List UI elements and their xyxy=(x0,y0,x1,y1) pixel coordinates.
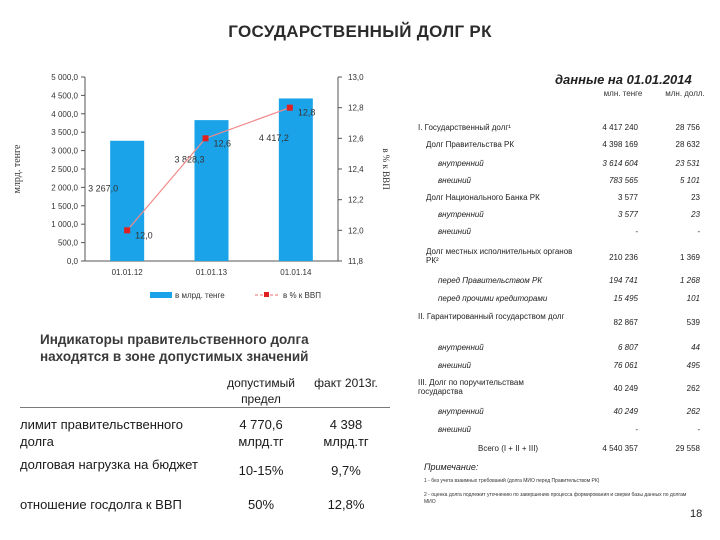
row-value-tenge: 15 495 xyxy=(613,294,638,303)
indicators-divider xyxy=(20,407,390,408)
row-value-tenge: 4 540 357 xyxy=(602,444,638,453)
left-axis xyxy=(12,73,85,266)
indicator-label: долговая нагрузка на бюджет xyxy=(20,457,198,472)
legend-label-line: в % к ВВП xyxy=(283,291,321,300)
row-label: Долг Правительства РК xyxy=(426,140,515,149)
unit-tenge: млн. тенге xyxy=(603,89,643,98)
indicator-limit: 4 770,6 млрд.тг xyxy=(238,417,284,449)
right-axis-tick-label: 12,2 xyxy=(348,195,364,205)
pct-point xyxy=(287,105,293,111)
row-label: внутренний xyxy=(438,407,484,416)
row-label: перед прочими кредиторами xyxy=(438,294,548,303)
right-axis-tick-label: 13,0 xyxy=(348,73,364,82)
row-value-tenge: 3 614 604 xyxy=(602,159,638,168)
row-value-tenge: 4 398 169 xyxy=(602,140,638,149)
right-axis-tick-label: 12,6 xyxy=(348,134,364,144)
right-axis-tick-label: 12,8 xyxy=(348,103,364,113)
left-axis-tick-label: 2 500,0 xyxy=(51,165,78,174)
right-axis-title: в % к ВВП xyxy=(381,148,391,190)
indicator-label: отношение госдолга к ВВП xyxy=(20,497,182,512)
bar-value-label: 3 828,3 xyxy=(174,154,205,165)
indicator-limit: 10-15% xyxy=(238,463,284,478)
row-label: внешний xyxy=(438,361,471,370)
legend xyxy=(150,291,321,300)
indicator-fact: 4 398 млрд.тг xyxy=(323,417,369,449)
row-value-tenge: - xyxy=(635,227,638,236)
row-value-usd: 262 xyxy=(686,407,700,416)
row-value-tenge: 783 565 xyxy=(609,176,638,185)
x-tick-label: 01.01.13 xyxy=(195,268,228,277)
row-value-usd: 495 xyxy=(686,361,700,370)
row-value-usd: 539 xyxy=(686,318,700,327)
legend-swatch-point xyxy=(264,292,269,297)
row-value-tenge: 3 577 xyxy=(617,210,638,219)
bar-value-label: 3 267,0 xyxy=(88,183,119,194)
left-axis-tick-label: 1 000,0 xyxy=(51,220,78,230)
row-value-usd: 262 xyxy=(686,384,700,393)
right-axis-tick-label: 11,8 xyxy=(348,257,363,266)
row-value-usd: 29 558 xyxy=(675,444,700,453)
row-label: внутренний xyxy=(438,159,484,168)
row-label: внешний xyxy=(438,425,471,434)
pct-value-label: 12,8 xyxy=(297,107,316,118)
right-axis-tick-label: 12,0 xyxy=(348,226,364,236)
legend-label-bars: в млрд. тенге xyxy=(175,291,225,300)
row-label: Долг местных исполнительных органов РК² xyxy=(426,247,573,265)
right-axis xyxy=(338,73,391,266)
bar xyxy=(110,141,144,261)
left-axis-tick-label: 3 500,0 xyxy=(51,128,78,138)
indicator-label: лимит правительственного долга xyxy=(20,417,183,449)
date-note: данные на 01.01.2014 xyxy=(555,72,692,87)
row-label: перед Правительством РК xyxy=(438,276,543,285)
note-2: 2 - оценка долга подлежит уточнению по завершению процесса формирования и сверки базы данных по долгам МИО xyxy=(424,492,687,505)
left-axis-tick-label: 3 000,0 xyxy=(51,146,78,156)
row-value-tenge: - xyxy=(635,425,638,434)
row-value-tenge: 194 741 xyxy=(609,276,638,285)
left-axis-title: млрд. тенге xyxy=(12,144,23,194)
pct-point xyxy=(124,227,130,233)
row-value-tenge: 40 249 xyxy=(613,384,638,393)
left-axis-tick-label: 5 000,0 xyxy=(51,73,78,82)
note-1: 1 - без учета взаимных требований (долга МИО перед Правительством РК) xyxy=(424,478,600,484)
row-label: III. Долг по поручительствам государства xyxy=(418,378,524,396)
pct-point xyxy=(203,135,209,141)
row-label: внешний xyxy=(438,227,471,236)
row-value-tenge: 76 061 xyxy=(613,361,638,370)
row-value-usd: 1 268 xyxy=(679,276,700,285)
bar-value-label: 4 417,2 xyxy=(258,132,289,143)
row-value-usd: 23 531 xyxy=(675,159,700,168)
page-number: 18 xyxy=(690,508,703,520)
row-value-tenge: 6 807 xyxy=(617,343,638,352)
left-axis-tick-label: 4 000,0 xyxy=(51,109,78,119)
row-value-usd: - xyxy=(697,227,700,236)
row-value-tenge: 4 417 240 xyxy=(602,123,638,132)
row-value-usd: 1 369 xyxy=(679,253,700,262)
row-value-usd: 5 101 xyxy=(679,176,700,185)
row-value-usd: 23 xyxy=(691,210,700,219)
bars xyxy=(85,98,338,277)
row-value-usd: 44 xyxy=(691,343,700,352)
indicators-col-limit: допустимый предел xyxy=(227,376,295,406)
row-value-usd: - xyxy=(697,425,700,434)
row-label: Всего (I + II + III) xyxy=(478,444,539,453)
x-tick-label: 01.01.12 xyxy=(111,268,143,277)
row-value-usd: 28 632 xyxy=(675,140,700,149)
left-axis-tick-label: 2 000,0 xyxy=(51,183,78,193)
bar xyxy=(279,98,313,261)
row-value-tenge: 210 236 xyxy=(609,253,638,262)
indicator-limit: 50% xyxy=(247,497,275,512)
pct-value-label: 12,6 xyxy=(213,138,232,149)
row-label: Долг Национального Банка РК xyxy=(426,193,540,202)
notes-title: Примечание: xyxy=(424,462,479,472)
row-value-tenge: 82 867 xyxy=(613,318,638,327)
right-axis-tick-label: 12,4 xyxy=(348,165,364,174)
indicator-fact: 9,7% xyxy=(331,463,361,478)
row-label: I. Государственный долг¹ xyxy=(418,123,511,132)
left-axis-tick-label: 0,0 xyxy=(66,257,78,266)
legend-swatch-bars xyxy=(150,292,172,298)
debt-chart xyxy=(0,60,405,310)
row-value-usd: 28 756 xyxy=(675,123,700,132)
pct-value-label: 12,0 xyxy=(135,230,153,241)
row-label: внешний xyxy=(438,176,471,185)
row-value-tenge: 40 249 xyxy=(613,407,638,416)
row-label: внутренний xyxy=(438,210,484,219)
row-value-usd: 101 xyxy=(686,294,700,303)
row-value-usd: 23 xyxy=(691,193,700,202)
row-label: II. Гарантированный государством долг xyxy=(418,312,565,321)
left-axis-tick-label: 1 500,0 xyxy=(51,201,78,211)
indicators-col-fact: факт 2013г. xyxy=(314,376,378,390)
page-title: ГОСУДАРСТВЕННЫЙ ДОЛГ РК xyxy=(228,22,492,41)
row-value-tenge: 3 577 xyxy=(617,193,638,202)
indicators-heading: Индикаторы правительственного долга находятся в зоне допустимых значений xyxy=(40,332,309,364)
unit-usd: млн. долл. xyxy=(665,89,705,98)
left-axis-tick-label: 4 500,0 xyxy=(51,91,78,101)
left-axis-tick-label: 500,0 xyxy=(57,238,78,248)
indicator-fact: 12,8% xyxy=(327,497,365,512)
x-tick-label: 01.01.14 xyxy=(280,268,312,277)
row-label: внутренний xyxy=(438,343,484,352)
